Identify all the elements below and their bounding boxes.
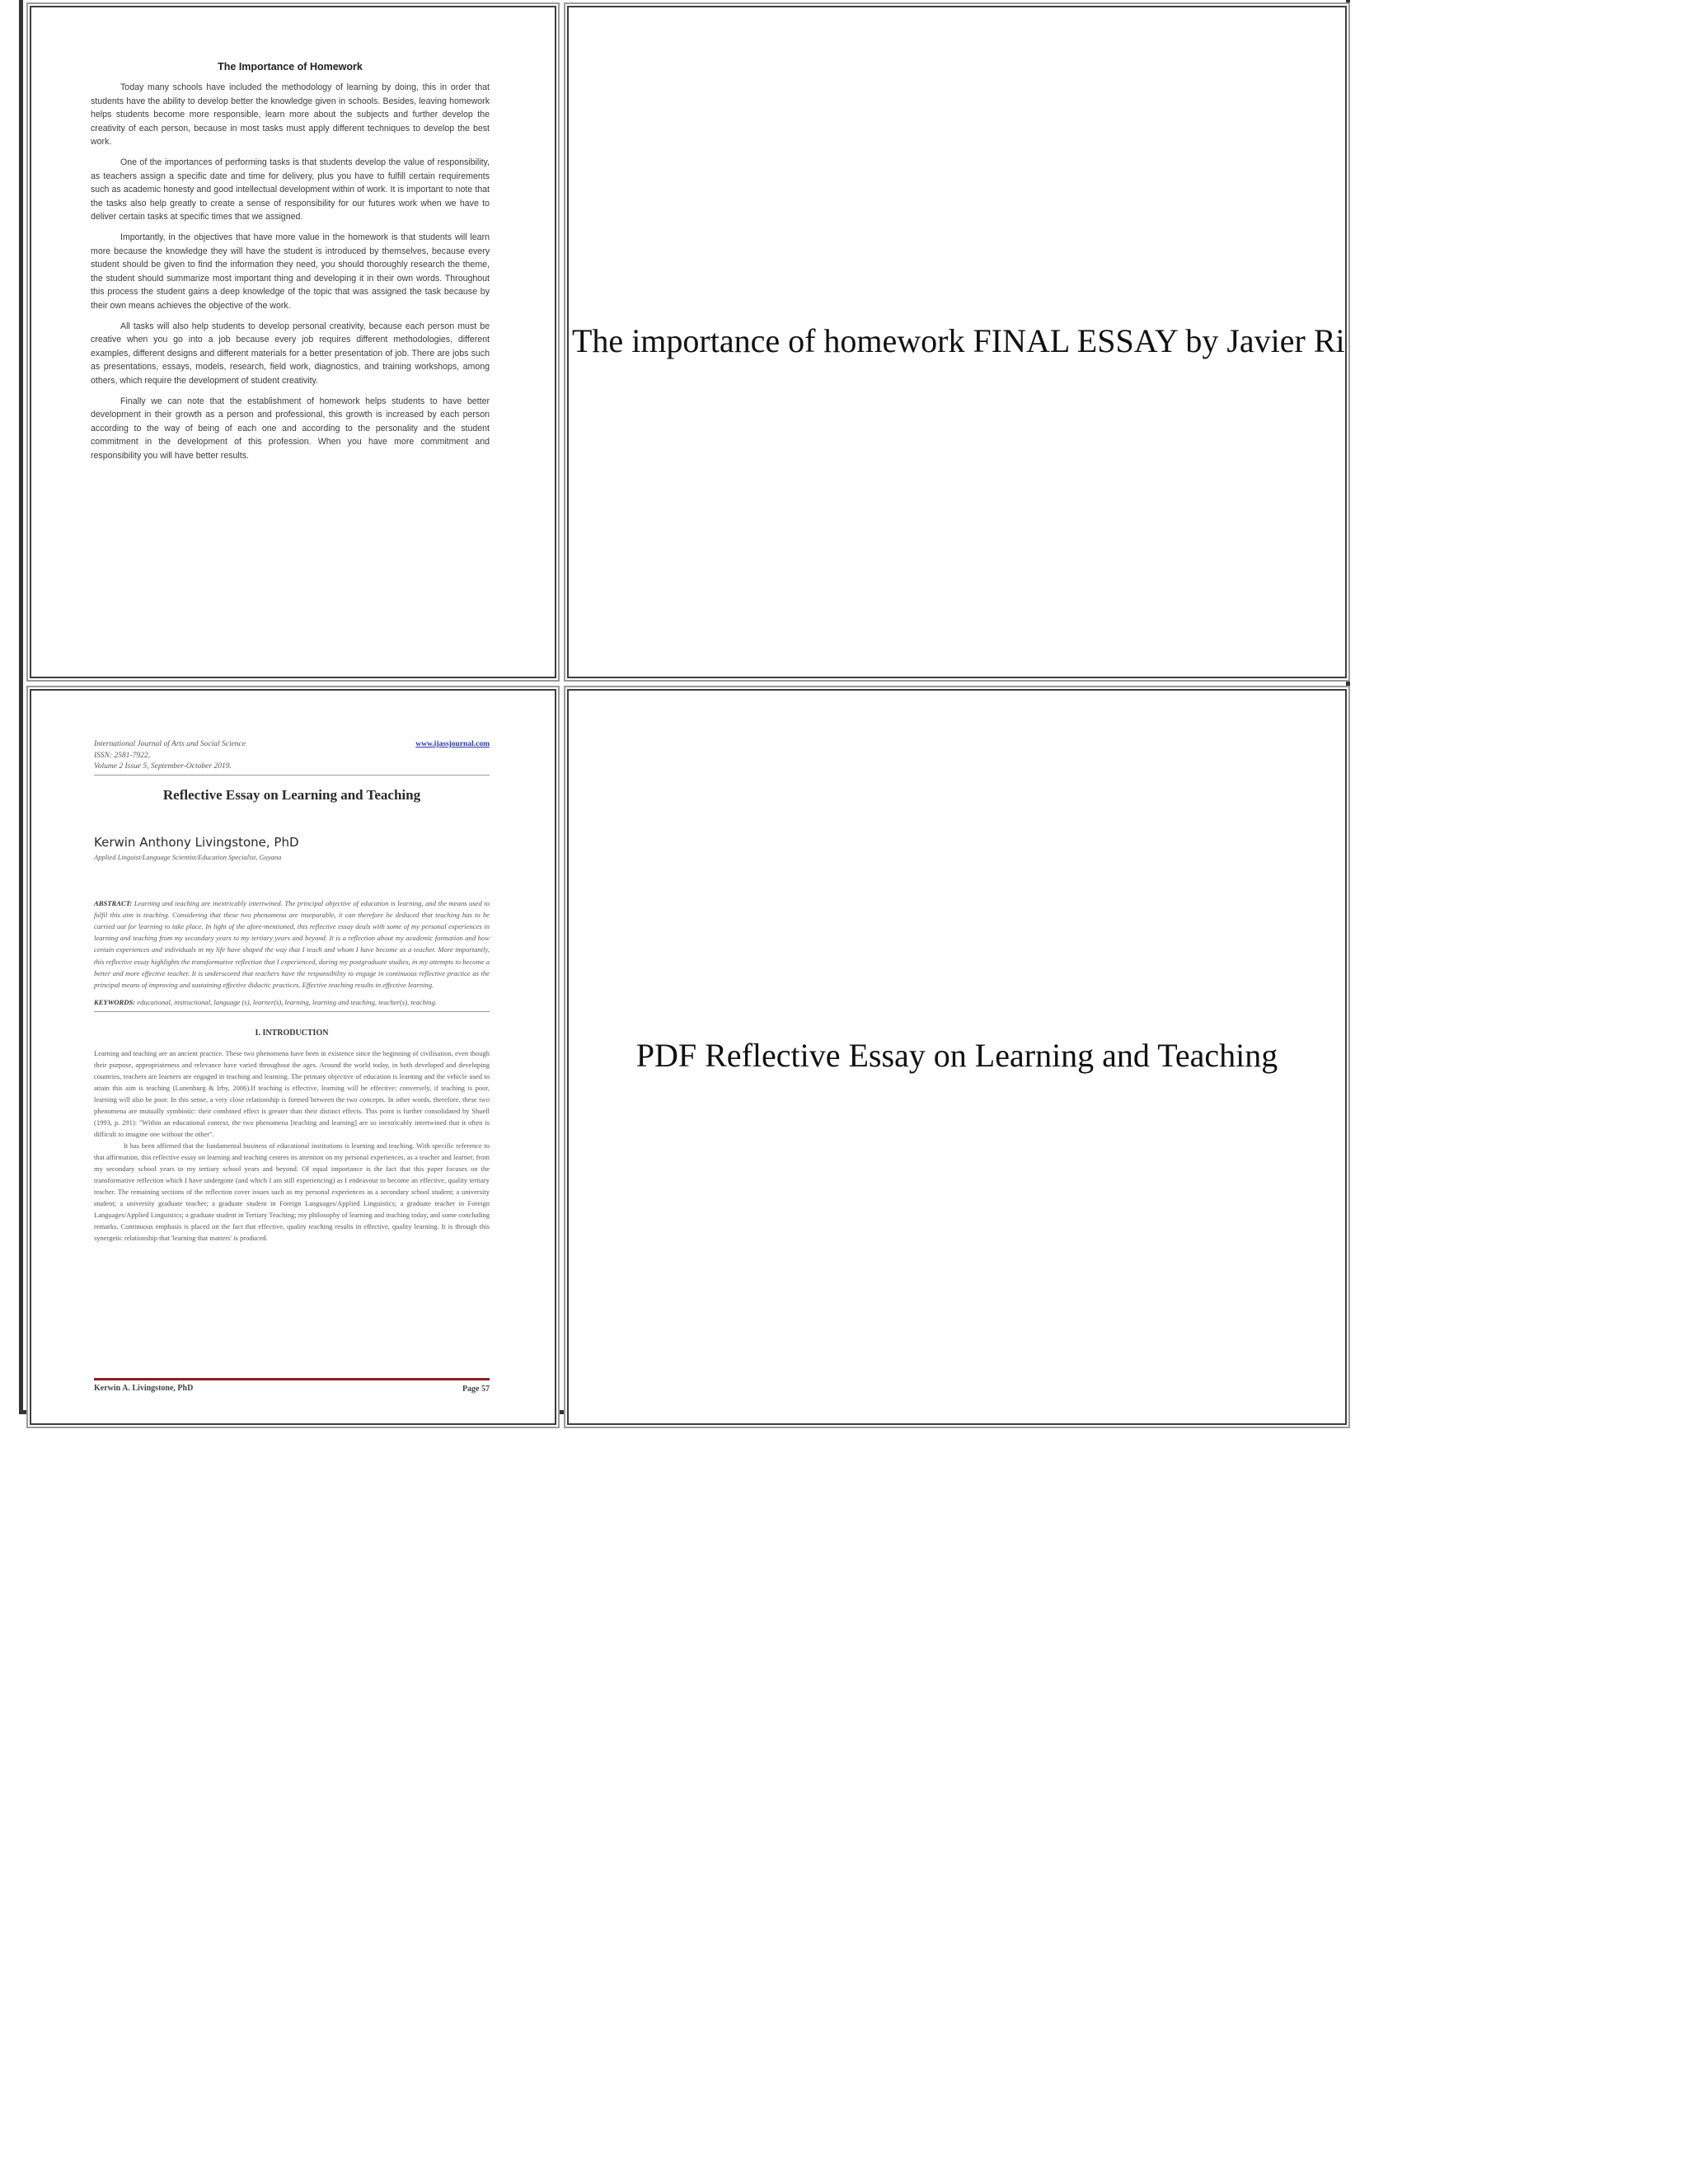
- journal-header: [94, 739, 490, 776]
- result-thumbnail-cell[interactable]: [26, 686, 560, 1428]
- document-author: Kerwin Anthony Livingstone, PhD: [94, 834, 299, 850]
- document-paragraph: Learning and teaching are an ancient practice. These two phenomena have been in existence since the beginning of civilisation, even though their purpose, appropriateness and relevance have varied throughout the ages. Around the world today, in both developed and developing countries, teachers are learners are engaged in teaching and learning. The primary objective of education is learning and the vehicle used to attain this aim is teaching (Lunenburg & Irby, 2006).If teaching is effective, learning will be effective; conversely, if teaching is poor, learning will also be poor. In this sense, a very close relationship is formed between the two concepts. In other words, therefore, these two phenomena are mutually symbiotic: their combined effect is greater than their distinct effects. This point is further consolidated by Shuell (1993, p. 291): "Within an educational context, the two phenomena [teaching and learning] are so inextricably intertwined that it often is difficult to imagine one without the other".: [94, 1049, 490, 1139]
- document-keywords: [94, 996, 490, 1012]
- document-paragraph: Finally we can note that the establishment of homework helps students to have better development in their growth as a person and professional, this growth is increased by each person according to the way of being of each one and according to the personality and the student commitment in the development of this profession. When you have more commitment and responsibility you will have better results.: [91, 396, 490, 461]
- document-title: Reflective Essay on Learning and Teaching: [162, 786, 421, 803]
- journal-name: International Journal of Arts and Social Science: [94, 740, 246, 748]
- result-thumbnail-cell[interactable]: [26, 2, 560, 682]
- result-caption-cell: [564, 2, 1350, 682]
- document-thumbnail[interactable]: [91, 60, 490, 470]
- results-table: [19, 0, 1350, 1414]
- footer-author: Kerwin A. Livingstone, PhD: [94, 1384, 194, 1393]
- abstract-label: ABSTRACT:: [94, 898, 133, 907]
- section-heading: I. INTRODUCTION: [255, 1029, 329, 1038]
- author-affiliation: Applied Linguist/Language Scientist/Education Specialist, Guyana: [94, 852, 282, 861]
- footer-page-number: Page 57: [462, 1385, 490, 1394]
- result-caption[interactable]: PDF Reflective Essay on Learning and Teaching: [635, 1037, 1278, 1074]
- result-caption-cell: [564, 686, 1350, 1428]
- document-paragraph: It has been affirmed that the fundamental business of educational institutions is learning and teaching. With specific reference to that affirmation, this reflective essay on learning and teaching centres its attention on my personal experiences, as a teacher and learner, from my secondary school years to my tertiary school years and beyond. Of equal importance is the fact that this paper focuses on the transformative reflection which I have undergone (and which I am still experiencing) as I endeavour to become an effective, quality tertiary teacher. The remaining sections of the reflection cover issues such as my personal experiences as a secondary school student; a university student; a university graduate teacher; a graduate student in Foreign Languages/Applied Linguistics; a graduate teacher in Foreign Languages/Applied Linguistics; a graduate student in Tertiary Teaching; my philosophy of learning and teaching today, and some concluding remarks. Continuous emphasis is placed on the fact that effective, quality teaching results in effective, quality learning. It is through this synergetic relationship that 'learning that matters' is produced.: [94, 1141, 490, 1243]
- keywords-label: KEYWORDS:: [94, 998, 136, 1007]
- document-paragraph: One of the importances of performing tasks is that students develop the value of responsibility, as teachers assign a specific date and time for delivery, plus you have to fulfill certain requirements such as academic honesty and good intellectual development within of work. It is important to note that the tasks also help greatly to create a sense of responsibility for our futures work when we have to deliver certain tasks at specific times that we assigned.: [91, 157, 490, 223]
- document-abstract: [94, 898, 490, 991]
- document-paragraph: All tasks will also help students to develop personal creativity, because each person must be creative when you go into a job because every job requires different methodologies, different examples, different designs and different materials for a better presentation of job. There are jobs such as presentations, essays, models, research, field work, diagnostics, and training workshops, among others, which require the development of student creativity.: [91, 321, 490, 386]
- page-footer: [94, 1378, 490, 1393]
- journal-volume: Volume 2 Issue 5, September-October 2019.: [94, 762, 232, 771]
- journal-url: www.ijassjournal.com: [415, 740, 490, 748]
- document-paragraph: Today many schools have included the methodology of learning by doing, this in order that students have the ability to develop better the knowledge given in schools. Besides, leaving homework helps students become more responsible, learn more about the subjects and further develop the creativity of each person, because in most tasks must apply different techniques to develop the best work.: [91, 82, 490, 148]
- document-title: The Importance of Homework: [218, 61, 363, 73]
- keywords-text: educational, instructional, language (s), learner(s), learning, learning and teaching, teacher(s), teaching.: [137, 998, 438, 1007]
- abstract-text: Learning and teaching are inextricably intertwined. The principal objective of education is learning, and the means used to fulfil this aim is teaching. Considering that these two phenomena are inseparable, it can therefore be deduced that teaching has to be carried out for learning to take place. In light of the afore-mentioned, this reflective essay deals with some of my personal experiences in learning and teaching from my secondary years to my tertiary years and beyond. It is a reflection about my academic formation and how certain experiences and individuals in my life have shaped the way that I teach and whom I have become as a teacher. More importantly, this reflective essay highlights the transformative reflection that I experienced, during my postgraduate studies, in my attempts to become a better and more effective teacher. It is underscored that teachers have the responsibility to engage in continuous reflective practice as the principal means of improving and sustaining effective didactic practices. Effective teaching results in effective learning.: [94, 898, 490, 989]
- document-paragraph: Importantly, in the objectives that have more value in the homework is that students will learn more because the knowledge they will have the student is introduced by themselves, because every student should be given to find the information they need, you should thoroughly research the theme, the student should summarize most important thing and developing it in their own words. Throughout this process the student gains a deep knowledge of the topic that was assigned the task because by their own means achieves the objective of the work.: [91, 232, 490, 311]
- result-caption[interactable]: The importance of homework FINAL ESSAY by Javier Ri: [572, 322, 1345, 359]
- journal-issn: ISSN: 2581-7922,: [94, 751, 151, 760]
- document-thumbnail[interactable]: [94, 739, 490, 1394]
